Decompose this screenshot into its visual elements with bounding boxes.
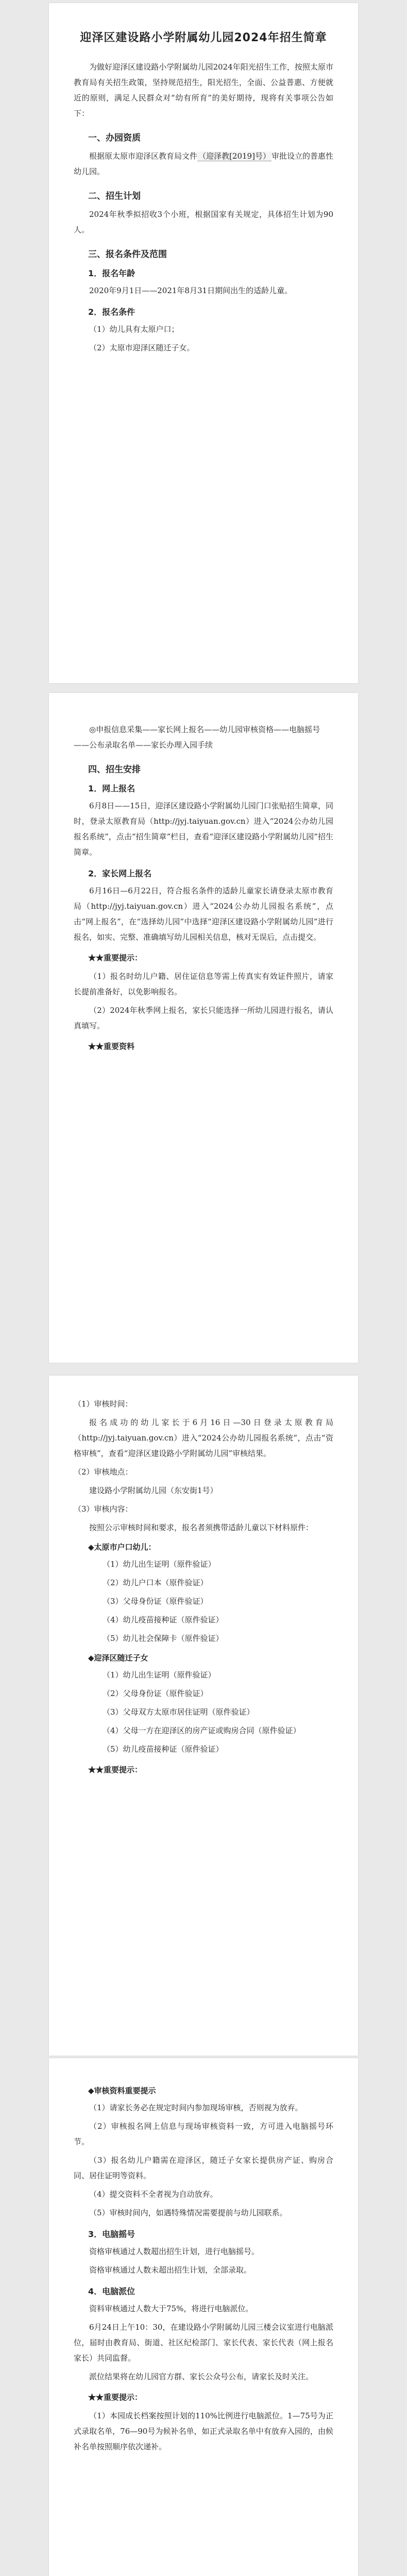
document-page-4	[49, 2058, 358, 2576]
material-item: （1）幼儿出生证明（原件验证）	[103, 1560, 216, 1569]
subheading-lottery: 3．电脑摇号	[88, 2229, 135, 2239]
document-title: 迎泽区建设路小学附属幼儿园2024年招生简章	[80, 31, 327, 44]
qualification-highlight: （迎泽教[2019]号）	[198, 151, 270, 161]
document-page-3	[49, 1376, 358, 2056]
qualification-text-after: 审批设立的普惠性幼儿园。	[74, 151, 333, 176]
placement-paragraph: 派位结果将在幼儿园官方群、家长公众号公布，请家长及时关注。	[89, 2372, 314, 2381]
review-notice-item: （4）提交资料不全者视为自动放弃。	[89, 2190, 218, 2199]
section-heading-plan: 二、招生计划	[88, 191, 141, 201]
subheading-placement: 4．电脑派位	[88, 2286, 135, 2296]
notice-item: （1）报名时幼儿户籍、居住证信息等需上传真实有效证件照片，请家长提前准备好，以免影响报名。	[74, 972, 333, 996]
subheading-parent-registration: 2．家长网上报名	[88, 869, 152, 878]
placement-paragraph: 资料审核通过人数大于75%，将进行电脑派位。	[89, 2304, 253, 2313]
review-place-label: （2）审核地点：	[74, 1467, 133, 1477]
notice-tail: ★ ★重要提示：	[88, 1762, 333, 1777]
material-item: （4）父母一方在迎泽区的房产证或购房合同（原件验证）	[103, 1726, 301, 1735]
online-brochure-paragraph: 6月8日——15日，迎泽区建设路小学附属幼儿园门口张贴招生简章，同时，登录太原教育局（http://jyj.taiyuan.gov.cn）进入“2024公办幼儿园报名系统”，点击“招生简章”栏目，查看“迎泽区建设路小学附属幼儿园”招生简章。	[74, 801, 333, 857]
review-content-label: （3）审核内容：	[74, 1504, 133, 1514]
material-item: （3）父母身份证（原件验证）	[103, 1597, 208, 1606]
notice-item: （2）2024年秋季网上报名，家长只能选择一所幼儿园进行报名，请认真填写。	[74, 1006, 333, 1030]
notice-title: ★ ★重要提示：	[88, 950, 333, 965]
document-page-2	[49, 693, 358, 1363]
condition-item: （1）幼儿具有太原户口；	[89, 325, 179, 334]
material-item: （1）幼儿出生证明（原件验证）	[103, 1670, 216, 1680]
qualification-paragraph	[74, 148, 333, 179]
plan-paragraph: 2024年秋季拟招收3个小班，根据国家有关规定，具体招生计划为90人。	[74, 210, 333, 234]
review-time-label: （1）审核时间：	[74, 1399, 133, 1409]
review-notice-item: （1）请家长务必在规定时间内参加现场审核，否则视为放弃。	[89, 2103, 303, 2112]
subheading-conditions: 2．报名条件	[88, 307, 135, 317]
parent-registration-paragraph: 6月16日—6月22日，符合报名条件的适龄儿童家长请登录太原市教育局（http://jyj.taiyuan.gov.cn）进入“2024公办幼儿园报名系统”，点击“网上报名”，在“选择幼儿园”中选择“迎泽区建设路小学附属幼儿园”进行报名，如实、完整、准确填写幼儿园相关信息，核对无误后，点击提交。	[74, 886, 333, 942]
notice-title: ★ ★重要提示：	[88, 2389, 333, 2405]
review-notice-item: （2）审核报名网上信息与现场审核资料一致，方可进入电脑摇号环节。	[74, 2122, 333, 2146]
material-item: （4）幼儿疫苗接种证（原件验证）	[103, 1615, 224, 1624]
qualification-text-before: 根据原太原市迎泽区教育局文件	[89, 151, 198, 161]
group-title-local: ◆太原市户口幼儿：	[88, 1543, 156, 1552]
review-notice-item: （3）报名幼儿户籍需在迎泽区，随迁子女家长提供房产证、购房合同、居住证明等资料。	[74, 2156, 333, 2180]
subheading-online-brochure: 1．网上报名	[88, 784, 135, 793]
material-item: （5）幼儿社会保障卡（原件验证）	[103, 1634, 224, 1643]
section-heading-qualification: 一、办园资质	[88, 133, 141, 143]
material-item: （2）父母身份证（原件验证）	[103, 1689, 208, 1698]
section-heading-conditions: 三、报名条件及范围	[88, 249, 167, 260]
review-place-paragraph: 建设路小学附属幼儿园（东安街1号）	[89, 1486, 218, 1495]
notice-item: （1）本园成长档案按照计划的110%比例进行电脑派位。1—75号为正式录取名单，76—90号为候补名单，如正式录取名单中有放弃入园的，由候补名单按照顺序依次递补。	[74, 2411, 333, 2451]
review-notice-title: ◆审核资料重要提示	[88, 2086, 156, 2095]
condition-item: （2）太原市迎泽区随迁子女。	[89, 343, 195, 352]
lottery-paragraph: 资格审核通过人数超出招生计划，进行电脑摇号。	[89, 2247, 260, 2256]
intro-paragraph: 为做好迎泽区建设路小学附属幼儿园2024年阳光招生工作，按照太原市教育局有关招生政策，坚持规范招生，阳光招生，全面、公益普惠、方便就近的原则，满足人民群众对“幼有所育”的美好期待，现将有关事项公告如下：	[74, 62, 333, 118]
material-item: （3）父母双方太原市居住证明（原件验证）	[103, 1707, 255, 1717]
section-heading-schedule: 四、招生安排	[88, 765, 141, 775]
review-time-paragraph: 报名成功的幼儿家长于6月16日—30日登录太原教育局（http://jyj.taiyuan.gov.cn）进入“2024公办幼儿园报名系统”，点击“资格审核”，查看“迎泽区建设路小学附属幼儿园”审核结果。	[74, 1418, 333, 1458]
group-title-migrant: ◆迎泽区随迁子女	[88, 1653, 148, 1663]
material-item: （5）幼儿疫苗接种证（原件验证）	[103, 1744, 224, 1754]
placement-paragraph: 6月24日上午10：30，在建设路小学附属幼儿园三楼会议室进行电脑派位，届时由教育局、街道、社区纪检部门、家长代表、家长代表（网上报名家长）共同监督。	[74, 2323, 333, 2363]
notice-tail: ★ ★重要资料	[88, 1039, 333, 1054]
review-content-paragraph: 按照公示审核时间和要求，报名者须携带适龄儿童以下材料原件：	[89, 1523, 314, 1532]
age-paragraph: 2020年9月1日——2021年8月31日期间出生的适龄儿童。	[89, 286, 293, 295]
enrollment-flow-line: ◎申报信息采集——家长网上报名——幼儿园审核资格——电脑摇号——公布录取名单——家长办理入园手续	[74, 725, 320, 750]
subheading-age: 1．报名年龄	[88, 268, 135, 278]
lottery-paragraph: 资格审核通过人数未超出招生计划，全部录取。	[89, 2265, 252, 2275]
review-notice-item: （5）审核时间内，如遇特殊情况需要提前与幼儿园联系。	[89, 2208, 287, 2217]
document-page-1	[49, 3, 358, 683]
material-item: （2）幼儿户口本（原件验证）	[103, 1578, 208, 1587]
